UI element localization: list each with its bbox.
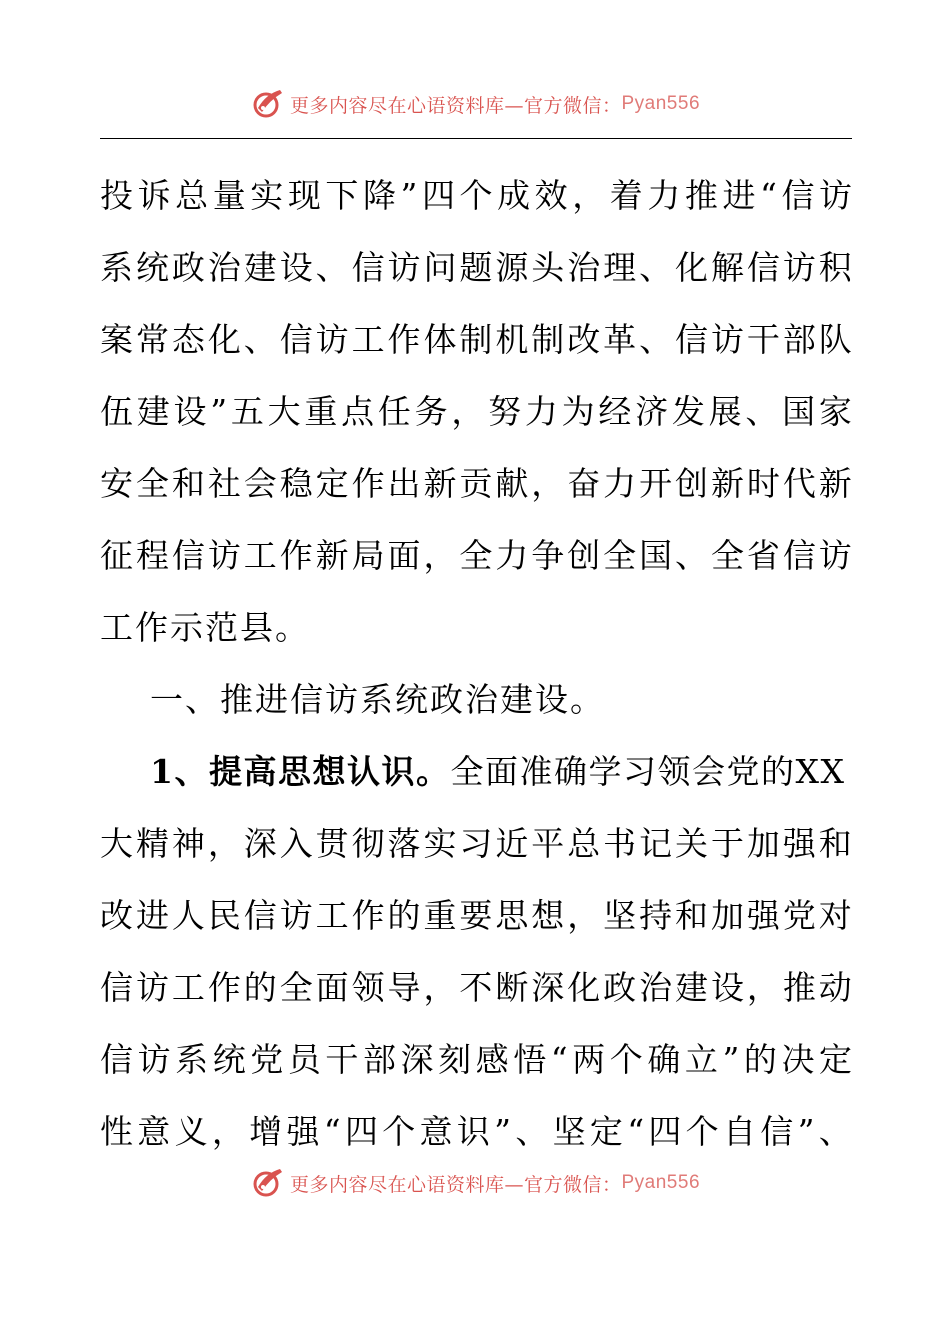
body-line: 性 意 义 ， 增 强 “ 四 个 意 识 ” 、 坚 定 “ 四 个 自 信 ” 、 bbox=[100, 1112, 852, 1151]
pen-logo-icon bbox=[250, 86, 286, 122]
body-line: 安 全 和 社 会 稳 定 作 出 新 贡 献 ， 奋 力 开 创 新 时 代 新 bbox=[100, 464, 852, 503]
body-line: 投 诉 总 量 实 现 下 降 ” 四 个 成 效 ， 着 力 推 进 “ 信 访 bbox=[100, 176, 852, 215]
body-line: 信 访 工 作 的 全 面 领 导 ， 不 断 深 化 政 治 建 设 ， 推 动 bbox=[100, 968, 852, 1007]
watermark-text: 更多内容尽在心语资料库—官方微信： bbox=[289, 1173, 622, 1196]
watermark-wechat-id: Pyan556 bbox=[621, 93, 701, 114]
footer-watermark bbox=[0, 1163, 950, 1203]
watermark-text: 更多内容尽在心语资料库—官方微信： bbox=[289, 94, 622, 117]
watermark-wechat-id: Pyan556 bbox=[621, 1172, 701, 1193]
document-body bbox=[100, 160, 852, 1168]
item-text: 全面准确学习领会党的XX bbox=[450, 752, 846, 791]
pen-logo-icon bbox=[250, 1165, 286, 1201]
item-first-line bbox=[100, 736, 852, 808]
header-watermark bbox=[0, 84, 950, 124]
body-line: 伍 建 设 ” 五 大 重 点 任 务 ， 努 力 为 经 济 发 展 、 国 家 bbox=[100, 392, 852, 431]
item-title: 1、提高思想认识。 bbox=[150, 752, 451, 791]
body-line: 大 精 神 ， 深 入 贯 彻 落 实 习 近 平 总 书 记 关 于 加 强 和 bbox=[100, 824, 852, 863]
body-line: 系 统 政 治 建 设 、 信 访 问 题 源 头 治 理 、 化 解 信 访 积 bbox=[100, 248, 852, 287]
body-line: 案 常 态 化 、 信 访 工 作 体 制 机 制 改 革 、 信 访 干 部 队 bbox=[100, 320, 852, 359]
body-line: 征 程 信 访 工 作 新 局 面 ， 全 力 争 创 全 国 、 全 省 信 访 bbox=[100, 536, 852, 575]
body-line: 改 进 人 民 信 访 工 作 的 重 要 思 想 ， 坚 持 和 加 强 党 对 bbox=[100, 896, 852, 935]
body-line: 工作示范县。 bbox=[100, 608, 310, 647]
body-line: 信 访 系 统 党 员 干 部 深 刻 感 悟 “ 两 个 确 立 ” 的 决 定 bbox=[100, 1040, 852, 1079]
section-heading: 一、推进信访系统政治建设。 bbox=[150, 680, 605, 719]
header-divider bbox=[100, 138, 852, 139]
